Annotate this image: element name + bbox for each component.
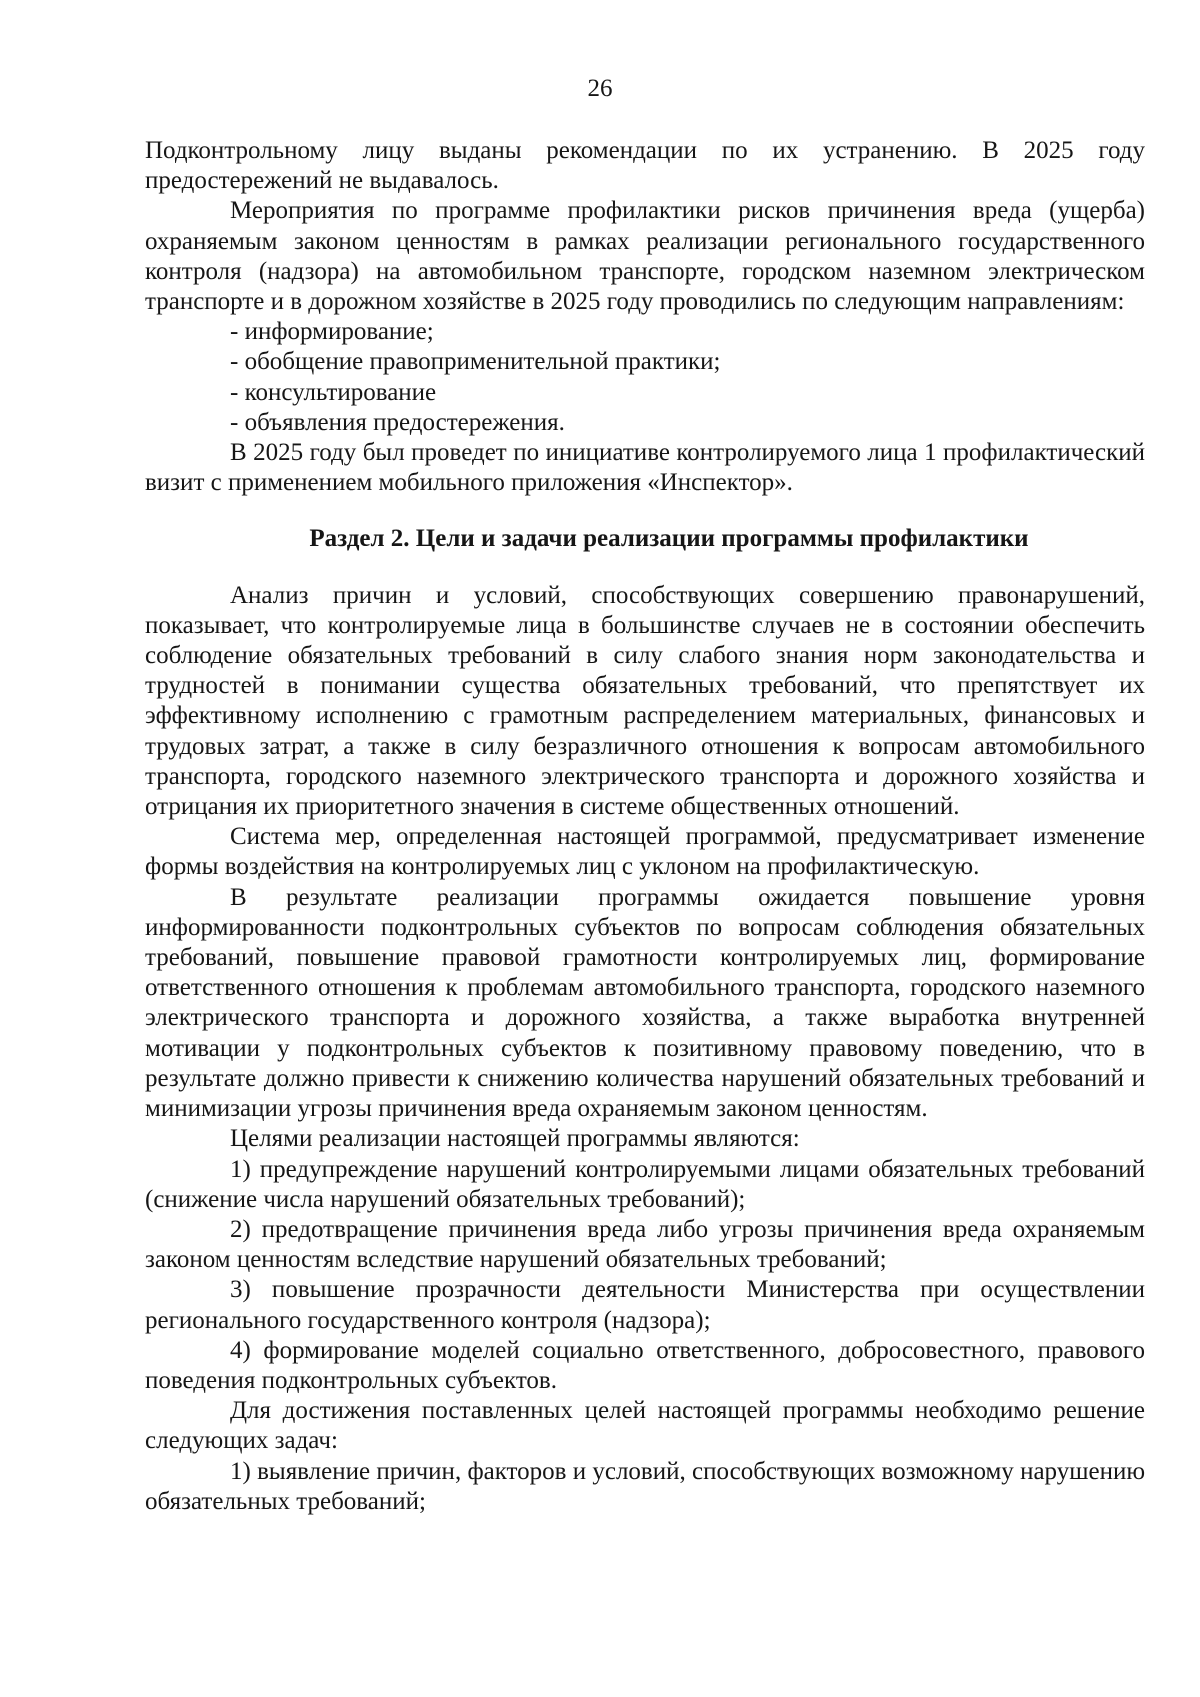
goal-item: 4) формирование моделей социально ответственного, добросовестного, правового поведения подконтрольных субъектов. — [145, 1336, 1145, 1394]
list-item: - объявления предостережения. — [230, 408, 565, 436]
paragraph: Целями реализации настоящей программы являются: — [230, 1125, 800, 1153]
paragraph: В 2025 году был проведет по инициативе контролируемого лица 1 профилактический визит с применением мобильного приложения «Инспектор». — [145, 439, 1145, 497]
paragraph: Анализ причин и условий, способствующих совершению правонарушений, показывает, что контролируемые лица в большинстве случаев не в состоянии обеспечить соблюдение обязательных требований в силу слабого знания норм законодательства и трудностей в понимании существа обязательных требований, что препятствует их эффективному исполнению с грамотным распределением материальных, финансовых и трудовых затрат, а также в силу безразличного отношения к вопросам автомобильного транспорта, городского наземного электрического транспорта и дорожного хозяйства и отрицания их приоритетного значения в системе общественных отношений. — [145, 581, 1145, 821]
goal-item: 1) предупреждение нарушений контролируемыми лицами обязательных требований (снижение числа нарушений обязательных требований); — [145, 1155, 1145, 1213]
section-heading: Раздел 2. Цели и задачи реализации программы профилактики — [309, 525, 1029, 553]
page-number: 26 — [587, 75, 613, 102]
list-item: - консультирование — [230, 378, 437, 406]
paragraph: В результате реализации программы ожидается повышение уровня информированности подконтрольных субъектов по вопросам соблюдения обязательных требований, повышение правовой грамотности контролируемых лиц, формирование ответственного отношения к проблемам автомобильного транспорта, городского наземного электрического транспорта и дорожного хозяйства, а также выработка внутренней мотивации у подконтрольных субъектов к позитивному правовому поведению, что в результате должно привести к снижению количества нарушений обязательных требований и минимизации угрозы причинения вреда охраняемым законом ценностям. — [145, 883, 1145, 1123]
paragraph: Система мер, определенная настоящей программой, предусматривает изменение формы воздействия на контролируемых лиц с уклоном на профилактическую. — [145, 823, 1145, 881]
list-item: - обобщение правоприменительной практики; — [230, 348, 721, 376]
paragraph: Мероприятия по программе профилактики рисков причинения вреда (ущерба) охраняемым законом ценностям в рамках реализации регионального государственного контроля (надзора) на автомобильном транспорте, городском наземном электрическом транспорте и в дорожном хозяйстве в 2025 году проводились по следующим направлениям: — [145, 197, 1145, 316]
task-item: 1) выявление причин, факторов и условий, способствующих возможному нарушению обязательных требований; — [145, 1457, 1145, 1515]
document-body — [145, 136, 1145, 1517]
paragraph: Подконтрольному лицу выданы рекомендации по их устранению. В 2025 году предостережений не выдавалось. — [145, 137, 1145, 195]
list-item: - информирование; — [230, 318, 434, 346]
goal-item: 2) предотвращение причинения вреда либо угрозы причинения вреда охраняемым законом ценностям вследствие нарушений обязательных требований; — [145, 1215, 1145, 1274]
goal-item: 3) повышение прозрачности деятельности Министерства при осуществлении регионального государственного контроля (надзора); — [145, 1276, 1145, 1334]
paragraph: Для достижения поставленных целей настоящей программы необходимо решение следующих задач: — [145, 1397, 1145, 1455]
